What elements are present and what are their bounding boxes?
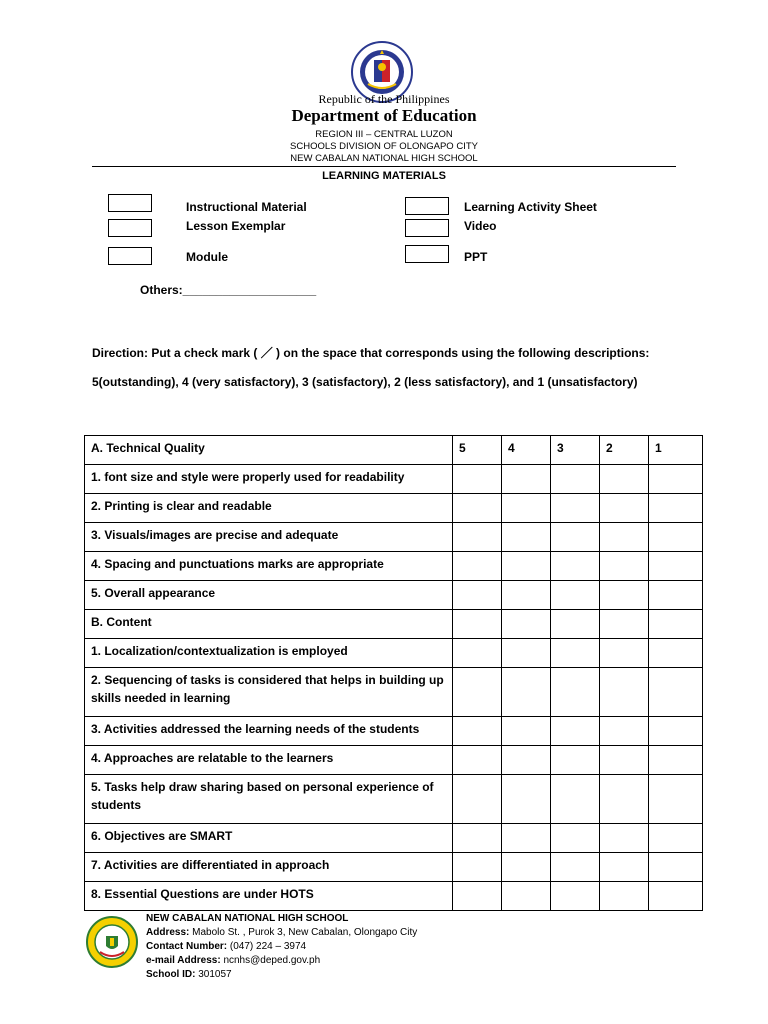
rating-cell[interactable] — [551, 717, 600, 746]
footer-school-id-value: 301057 — [198, 969, 232, 980]
rating-cell[interactable] — [600, 465, 649, 494]
rating-cell[interactable] — [453, 882, 502, 911]
rating-cell[interactable] — [453, 581, 502, 610]
table-header-row — [85, 436, 703, 465]
department-title: Department of Education — [291, 106, 477, 125]
rating-cell — [453, 610, 502, 639]
rating-cell[interactable] — [649, 824, 703, 853]
criterion: 4. Approaches are relatable to the learners — [85, 746, 453, 775]
division-line: SCHOOLS DIVISION OF OLONGAPO CITY — [290, 141, 478, 152]
table-row — [85, 639, 703, 668]
rating-cell[interactable] — [600, 639, 649, 668]
checkbox-lesson-exemplar[interactable] — [108, 219, 152, 237]
label-instructional-material: Instructional Material — [186, 200, 307, 214]
rating-cell[interactable] — [649, 882, 703, 911]
score-header: 1 — [649, 436, 703, 465]
footer-school-name: NEW CABALAN NATIONAL HIGH SCHOOL — [146, 913, 349, 924]
rating-cell[interactable] — [551, 581, 600, 610]
rating-cell[interactable] — [502, 523, 551, 552]
rating-cell[interactable] — [551, 639, 600, 668]
label-learning-activity-sheet: Learning Activity Sheet — [464, 200, 597, 214]
section-b-heading: B. Content — [85, 610, 453, 639]
rating-cell[interactable] — [551, 882, 600, 911]
rating-cell[interactable] — [649, 494, 703, 523]
rating-cell[interactable] — [649, 465, 703, 494]
checkbox-ppt[interactable] — [405, 245, 449, 263]
criterion: 7. Activities are differentiated in approach — [85, 853, 453, 882]
rating-cell[interactable] — [453, 824, 502, 853]
rating-cell[interactable] — [453, 494, 502, 523]
republic-line: Republic of the Philippines — [318, 92, 450, 106]
criterion: 2. Sequencing of tasks is considered that helps in building up skills needed in learning — [85, 668, 453, 717]
rating-cell[interactable] — [551, 775, 600, 824]
rating-cell[interactable] — [600, 552, 649, 581]
rating-cell[interactable] — [551, 465, 600, 494]
footer-address-value: Mabolo St. , Purok 3, New Cabalan, Olongapo City — [192, 927, 418, 938]
rating-cell[interactable] — [600, 581, 649, 610]
table-row — [85, 494, 703, 523]
score-header: 2 — [600, 436, 649, 465]
criterion: 1. Localization/contextualization is employed — [85, 639, 453, 668]
footer-email — [146, 955, 320, 966]
region-line: REGION III – CENTRAL LUZON — [315, 129, 453, 140]
checkbox-instructional-material[interactable] — [108, 194, 152, 212]
rating-cell — [502, 610, 551, 639]
criterion: 3. Visuals/images are precise and adequate — [85, 523, 453, 552]
rating-cell[interactable] — [600, 824, 649, 853]
rating-cell[interactable] — [502, 746, 551, 775]
rating-cell[interactable] — [502, 552, 551, 581]
footer-email-label: e-mail Address: — [146, 955, 221, 966]
rating-cell — [600, 610, 649, 639]
footer-email-value: ncnhs@deped.gov.ph — [223, 955, 321, 966]
rating-cell[interactable] — [453, 465, 502, 494]
rating-cell[interactable] — [649, 717, 703, 746]
rating-cell[interactable] — [551, 523, 600, 552]
label-ppt: PPT — [464, 250, 488, 264]
score-header: 3 — [551, 436, 600, 465]
rating-cell[interactable] — [453, 639, 502, 668]
rating-cell[interactable] — [502, 639, 551, 668]
rating-cell[interactable] — [502, 853, 551, 882]
rating-cell[interactable] — [649, 639, 703, 668]
rating-cell[interactable] — [600, 523, 649, 552]
table-row — [85, 882, 703, 911]
rating-cell[interactable] — [649, 668, 703, 717]
table-row — [85, 610, 703, 639]
rating-table — [84, 435, 703, 911]
rating-cell[interactable] — [551, 668, 600, 717]
criterion: 8. Essential Questions are under HOTS — [85, 882, 453, 911]
table-row — [85, 746, 703, 775]
criterion: 6. Objectives are SMART — [85, 824, 453, 853]
rating-cell[interactable] — [600, 882, 649, 911]
table-row — [85, 775, 703, 824]
rating-cell[interactable] — [453, 746, 502, 775]
table-row — [85, 668, 703, 717]
rating-cell[interactable] — [502, 494, 551, 523]
rating-cell[interactable] — [453, 523, 502, 552]
school-line: NEW CABALAN NATIONAL HIGH SCHOOL — [290, 153, 478, 164]
rating-cell[interactable] — [600, 668, 649, 717]
criterion: 3. Activities addressed the learning needs of the students — [85, 717, 453, 746]
rating-cell — [551, 610, 600, 639]
footer-address-label: Address: — [146, 927, 190, 938]
table-row — [85, 853, 703, 882]
scale-description: 5(outstanding), 4 (very satisfactory), 3 (satisfactory), 2 (less satisfactory), and 1 (unsatisfactory) — [92, 375, 638, 389]
table-row — [85, 523, 703, 552]
rating-cell[interactable] — [453, 775, 502, 824]
footer-school-id — [146, 969, 232, 980]
table-row — [85, 717, 703, 746]
rating-cell[interactable] — [600, 746, 649, 775]
score-header: 5 — [453, 436, 502, 465]
rating-cell[interactable] — [649, 853, 703, 882]
rating-cell[interactable] — [649, 552, 703, 581]
direction-text: Direction: Put a check mark ( ／ ) on the space that corresponds using the following descriptions: — [92, 346, 650, 360]
rating-cell — [649, 610, 703, 639]
rating-cell[interactable] — [502, 775, 551, 824]
section-title: LEARNING MATERIALS — [322, 170, 446, 182]
label-module: Module — [186, 250, 228, 264]
criterion: 5. Tasks help draw sharing based on personal experience of students — [85, 775, 453, 824]
header-divider — [92, 166, 676, 167]
score-header: 4 — [502, 436, 551, 465]
rating-cell[interactable] — [600, 717, 649, 746]
checkbox-video[interactable] — [405, 219, 449, 237]
footer-contact-label: Contact Number: — [146, 941, 228, 952]
others-field[interactable]: Others:____________________ — [140, 283, 317, 297]
rating-cell[interactable] — [649, 523, 703, 552]
rating-cell[interactable] — [453, 552, 502, 581]
rating-cell[interactable] — [502, 581, 551, 610]
criterion: 5. Overall appearance — [85, 581, 453, 610]
rating-cell[interactable] — [453, 717, 502, 746]
rating-cell[interactable] — [502, 465, 551, 494]
rating-cell[interactable] — [551, 824, 600, 853]
rating-cell[interactable] — [600, 494, 649, 523]
school-logo — [86, 916, 138, 968]
label-video: Video — [464, 219, 497, 233]
footer-contact-value: (047) 224 – 3974 — [229, 941, 307, 952]
rating-cell[interactable] — [502, 717, 551, 746]
table-row — [85, 581, 703, 610]
table-row — [85, 824, 703, 853]
rating-cell[interactable] — [551, 552, 600, 581]
rating-cell[interactable] — [649, 746, 703, 775]
criterion: 2. Printing is clear and readable — [85, 494, 453, 523]
rating-cell[interactable] — [502, 882, 551, 911]
rating-cell[interactable] — [649, 581, 703, 610]
label-lesson-exemplar: Lesson Exemplar — [186, 219, 286, 233]
rating-cell[interactable] — [551, 746, 600, 775]
checkbox-module[interactable] — [108, 247, 152, 265]
section-a-heading: A. Technical Quality — [85, 436, 453, 465]
rating-cell[interactable] — [600, 775, 649, 824]
footer-contact — [146, 941, 306, 952]
rating-cell[interactable] — [502, 668, 551, 717]
footer-school-id-label: School ID: — [146, 969, 196, 980]
rating-cell[interactable] — [551, 494, 600, 523]
table-row — [85, 552, 703, 581]
criterion: 4. Spacing and punctuations marks are appropriate — [85, 552, 453, 581]
footer-address — [146, 927, 417, 938]
rating-cell[interactable] — [453, 853, 502, 882]
table-row — [85, 465, 703, 494]
criterion: 1. font size and style were properly used for readability — [85, 465, 453, 494]
rating-cell[interactable] — [551, 853, 600, 882]
rating-cell[interactable] — [502, 824, 551, 853]
rating-cell[interactable] — [453, 668, 502, 717]
rating-cell[interactable] — [600, 853, 649, 882]
rating-cell[interactable] — [649, 775, 703, 824]
checkbox-learning-activity-sheet[interactable] — [405, 197, 449, 215]
